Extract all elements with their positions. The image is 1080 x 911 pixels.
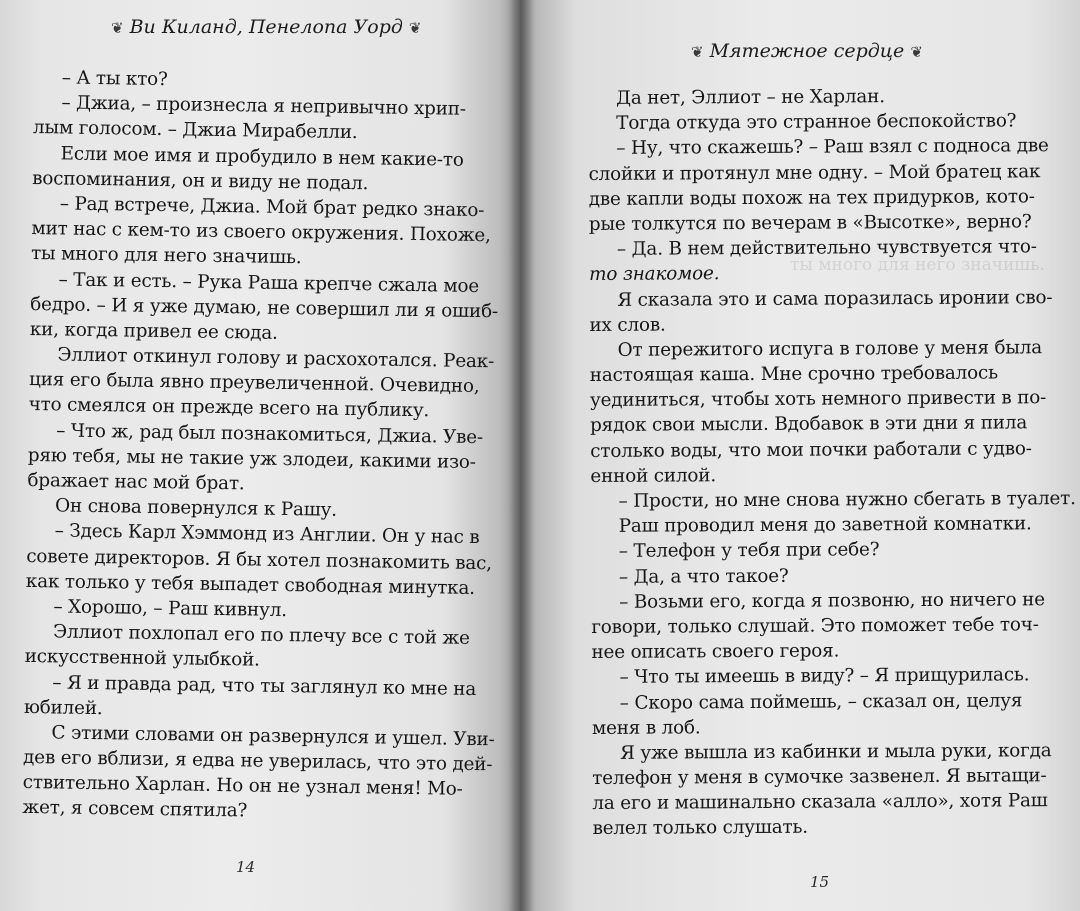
text-line: Тогда откуда это странное беспокойство? [616, 110, 1017, 135]
text-line: нее описать своего героя. [591, 640, 840, 664]
show-through-text: ты много для него значишь. [790, 255, 1045, 275]
text-line: ствительно Харлан. Но он не узнал меня! Мо- [22, 772, 463, 801]
text-line: Я уже вышла из кабинки и мыла руки, когда [620, 740, 1052, 764]
text-line: совете директоров. Я бы хотел познакомить вас, [26, 545, 493, 574]
right-running-head [685, 40, 929, 62]
text-line: – Я и правда рад, что ты заглянул ко мне на [52, 671, 477, 700]
text-line: лым голосом. – Джиа Мирабелли. [32, 117, 358, 144]
text-line: искусственной улыбкой. [24, 646, 260, 671]
text-line: рые толкутся по вечерам в «Высотке», верно? [588, 211, 1032, 235]
text-line: столько воды, что мои почки работали с удво- [590, 437, 1032, 462]
text-line: бражает нас мой брат. [27, 469, 245, 495]
text-line: как только у тебя выпадет свободная минутка. [25, 570, 476, 599]
text-line: телефон у меня в сумочке зазвенел. Я вытащи- [592, 765, 1047, 790]
text-line: – Что ты имеешь в виду? – Я прищурилась. [619, 664, 1030, 689]
text-line: Я сказала это и сама поразилась иронии сво- [617, 286, 1053, 311]
text-line: От пережитого испуга в голове у меня была [617, 337, 1043, 361]
text-line: говори, только слушай. Это поможет тебе точ- [591, 614, 1039, 638]
text-line: ты много для него значишь. [30, 243, 302, 269]
text-line: мит нас с кем-то из своего окружения. Похоже, [31, 218, 491, 247]
left-running-head [105, 16, 428, 38]
text-line: Если мое имя и пробудило в нем какие-то [60, 142, 464, 171]
right-page-number: 15 [810, 873, 830, 891]
text-line: настоящая каша. Мне срочно требовалось [589, 362, 998, 387]
text-line: енной силой. [590, 465, 717, 487]
text-line: – Джиа, – произнесла я непривычно хрип- [61, 92, 466, 120]
ornament-icon: ❦ [408, 19, 422, 37]
text-line: юбилей. [23, 696, 103, 719]
text-line: – А ты кто? [61, 67, 168, 91]
text-line: – Здесь Карл Хэммонд из Англии. Он у нас в [54, 520, 480, 549]
text-line: – Скоро сама поймешь, – сказал он, целуя [619, 689, 1023, 714]
author-names: Ви Киланд, Пенелопа Уорд [129, 16, 403, 38]
left-body-text [22, 65, 504, 828]
right-body-text [588, 83, 1076, 841]
text-line: – Возьми его, когда я позвоню, но ничего не [619, 588, 1045, 613]
text-line: бедро. – И я уже думаю, не совершил ли я ошиб- [30, 293, 499, 323]
text-line: – Рад встрече, Джиа. Мой брат редко знако- [59, 193, 485, 222]
text-line: – Да, а что такое? [618, 565, 789, 588]
text-line: жет, я совсем спятила? [22, 797, 248, 822]
text-line: С этими словами он развернулся и ушел. Уви- [51, 722, 495, 751]
book-gutter [508, 0, 534, 911]
text-line: – Что ж, рад был познакомиться, Джиа. Уве- [56, 420, 484, 448]
text-line: Эллиот откинул голову и расхохотался. Реак- [57, 344, 495, 373]
text-line: то знакомое. [589, 263, 720, 286]
text-line: ция его была явно преувеличенной. Очевидно, [28, 369, 480, 398]
text-line: меня в лоб. [591, 717, 701, 739]
text-line: ла его и машинально сказала «алло», хотя Раш [592, 790, 1048, 815]
text-line: Он снова повернулся к Рашу. [54, 495, 338, 521]
book-title: Мятежное сердце [709, 40, 905, 62]
text-line: ряю тебя, мы не такие уж злодеи, какими изо- [27, 444, 476, 473]
text-line: Да нет, Эллиот – не Харлан. [616, 86, 885, 109]
text-line: слойки и протянул мне одну. – Мой братец как [588, 160, 1041, 185]
text-line: дев его вблизи, я едва не уверилась, что это дей- [22, 746, 493, 776]
text-line: – Прости, но мне снова нужно сбегать в туалет. [618, 488, 1076, 512]
text-line: рядок свои мысли. Вдобавок в эти дни я пила [590, 412, 1028, 437]
right-page [520, 0, 1080, 911]
text-line: Раш проводил меня до заветной комнатки. [618, 513, 1032, 538]
text-line: воспоминания, он и виду не подал. [32, 167, 369, 195]
text-line: – Телефон у тебя при себе? [618, 539, 880, 563]
text-line: ки, когда привел ее сюда. [29, 318, 278, 344]
ornament-icon: ❦ [910, 43, 923, 61]
left-page [0, 0, 520, 911]
text-line: – Хорошо, – Раш кивнул. [53, 596, 287, 621]
text-line: две капли воды похож на тех придурков, кото- [588, 186, 1035, 210]
ornament-icon: ❦ [691, 43, 704, 61]
text-line: что смеялся он прежде всего на публику. [28, 394, 430, 422]
text-line: велел только слушать. [592, 817, 808, 840]
text-line: – Да. В нем действительно чувствуется что- [616, 236, 1037, 260]
text-line: Эллиот похлопал его по плечу все с той же [52, 621, 470, 650]
ornament-icon: ❦ [111, 19, 124, 37]
text-line: – Так и есть. – Рука Раша крепче сжала мое [58, 268, 480, 297]
text-line: уединиться, чтобы хоть немного привести в по- [589, 387, 1047, 412]
text-line: – Ну, что скажешь? – Раш взял с подноса две [616, 135, 1049, 160]
text-line: их слов. [589, 314, 666, 336]
left-page-number: 14 [236, 858, 256, 876]
